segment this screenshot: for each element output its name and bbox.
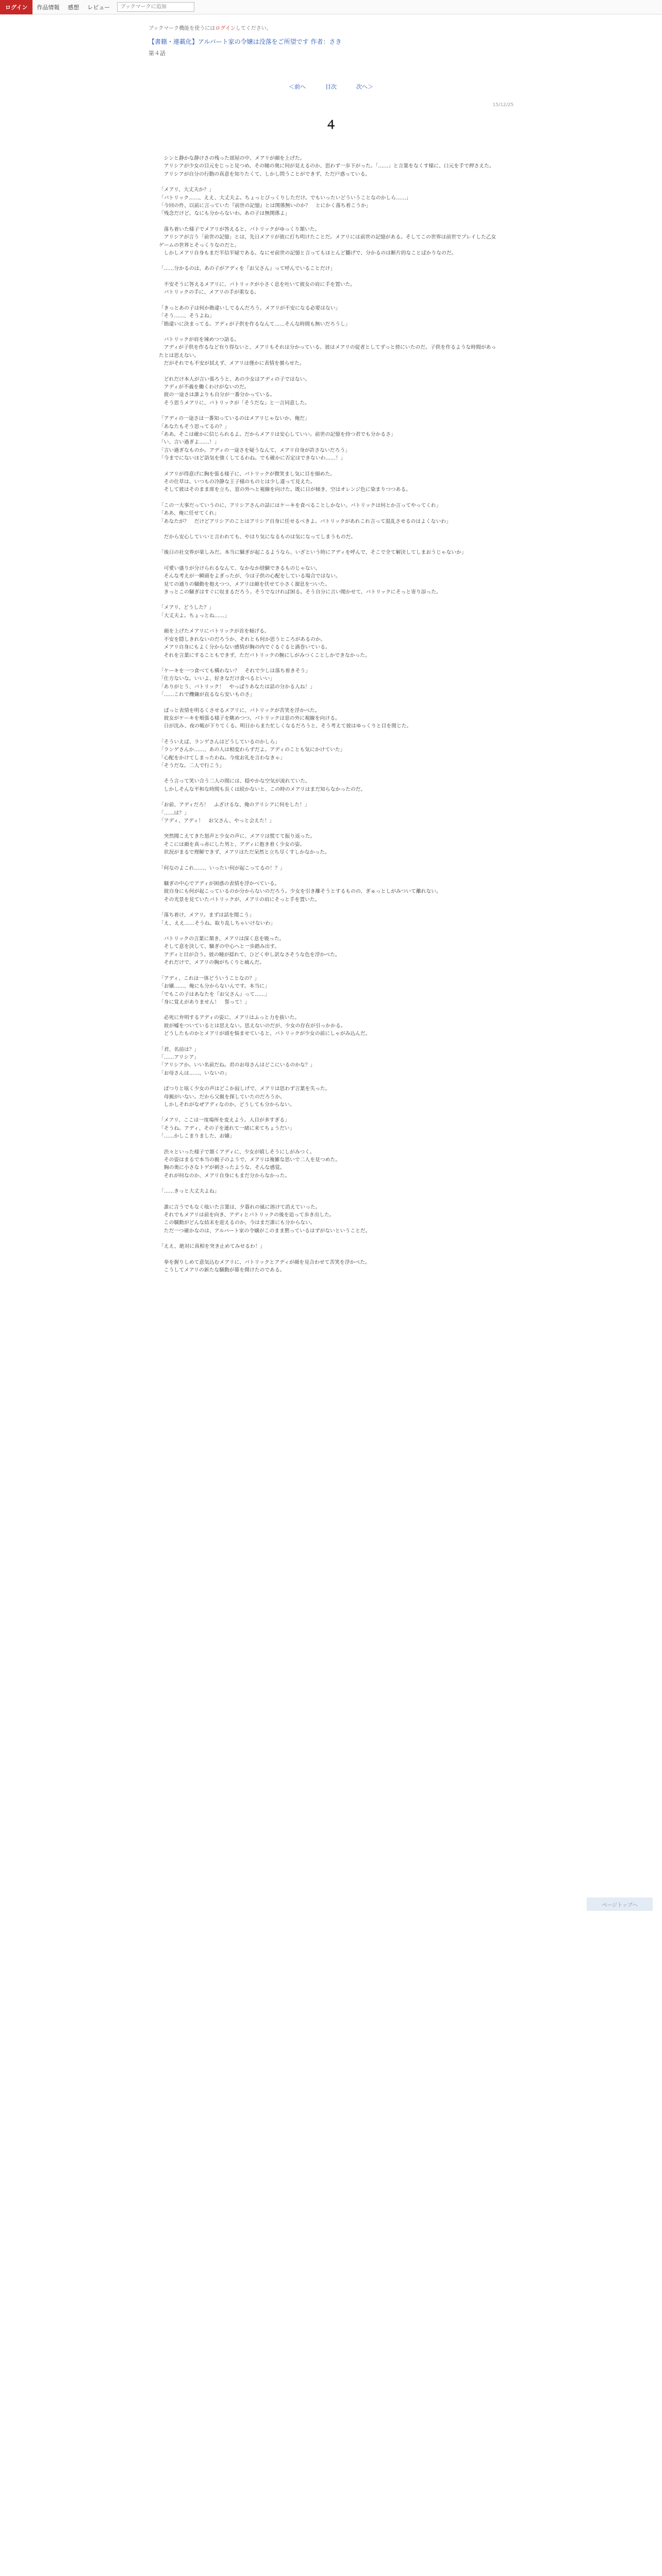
page-top-button[interactable]: ページトップへ	[587, 1897, 653, 1911]
story-header	[148, 37, 514, 57]
body-paragraph: 「そういえば、ランゲさんはどうしているのかしら」 「ランゲさんか……、あの人は相変わらずだよ。アディのことも気にかけていた」 「心配をかけてしまったわね。今度お礼を言わなきゃ」 「そうだな。二人で行こう」	[159, 739, 345, 769]
body-paragraph: 「お前、アディだろ！ ふざけるな、俺のアリシアに何をした！」 「……は？」 「アディ、アディ！ お父さん、やっと会えた！」	[159, 802, 310, 824]
body-paragraph: 拳を握りしめて意気込むメアリに、パトリックとアディが顔を見合わせて苦笑を浮かべた。 こうしてメアリの新たな騒動が幕を開けたのである。	[163, 1259, 370, 1274]
login-notice	[148, 24, 272, 31]
body-paragraph: パトリックの言葉に頷き、メアリは深く息を吸った。 そして意を決して、騒ぎの中心へと一歩踏み出す。 アディと目が合う。彼の瞳が揺れて、ひどく申し訳なさそうな色を浮かべた。 それだけで、メアリの胸がちくりと痛んだ。	[163, 936, 340, 966]
body-paragraph: 「メアリ、大丈夫か？」 「パトリック……、ええ、大丈夫よ。ちょっとびっくりしただけ。でもいったいどういうことなのかしら……」 「今回の件、以前に言っていた『前世の記憶』とは関係無いのか？ とにかく落ち着こうか」 「残念だけど、なにも分からないわ。あの子は無関係よ」	[159, 187, 411, 217]
bookmark-input[interactable]	[117, 2, 194, 12]
body-paragraph: 可愛い盛りが分けられるなんて、なかなか経験できるものじゃない。 そんな考えが一瞬頭をよぎったが、今は子供の心配をしている場合ではない。 見ての通りの騒動を抱えつつ、メアリは顔を伏せて小さく溜息をついた。 きっとこの騒ぎはすぐに収まるだろう。そうでなければ困る。そう自分に言い聞かせて、パトリックにそっと寄り添った。	[163, 565, 441, 596]
impressions-link[interactable]: 感想	[68, 4, 79, 11]
body-paragraph: そう言って笑い合う二人の間には、穏やかな空気が流れていた。 しかしそんな平和な時間も長くは続かないと、この時のメアリはまだ知らなかったのだ。	[163, 778, 366, 792]
body-paragraph: シンと静かな静けさの残った部屋の中、メアリが顔を上げた。 アリシアが少女の目元をじっと見つめ、その瞳の奥に何が見えるのか、思わず一歩下がった。「……」と言葉をなくす様に、口元を手で押さえた。 アリシアが自分の行動の真意を知りたくて、しかし問うことができず、ただ戸惑っている。	[163, 156, 494, 177]
body-paragraph: 不安そうに答えるメアリに、パトリックが小さく息を吐いて彼女の肩に手を置いた。 パトリックの手に、メアリの手が重なる。	[163, 281, 356, 296]
body-paragraph: 「……分かるのは、あの子がアディを『お父さん』って呼んでいることだけ」	[159, 266, 336, 272]
body-paragraph: 「この一大事だっていうのに、アリシアさんの話にはケーキを食べることしかない。パトリックは何とか言ってやってくれ」 「ああ、俺に任せてくれ」 「あなたが？ だけどアリシアのことはアリシア自身に任せるべきよ。パトリックがあれこれ言って混乱させるのはよくないわ」	[159, 502, 451, 524]
body-paragraph: 「ケーキを一つ食べても構わない？ それで少しは落ち着きそう」 「仕方ないな。いいよ、好きなだけ食べるといい」 「ありがとう、パトリック！ やっぱりあなたは話の分かる人ね！」 「……これで機嫌が直るなら安いものさ」	[159, 668, 316, 698]
body-paragraph: どれだけ本人が言い張ろうと、あの少女はアディの子ではない。 アディが不義を働くわけがないのだ。 彼の一途さは誰よりも自分が一番分かっている。 そう思うメアリに、パトリックが「そうだな」と一言同意した。	[163, 376, 310, 406]
body-paragraph: ぱっと表情を明るくさせるメアリに、パトリックが苦笑を浮かべた。 彼女がケーキを頬張る様子を眺めつつ、パトリックは窓の外に視線を向ける。 日が沈み、夜の帳が下りてくる。明日からまた忙しくなるだろうと、そう考えて彼はゆっくりと目を閉じた。	[163, 707, 412, 730]
body-paragraph: 渋々といった様子で頷くアディに、少女が嬉しそうにしがみつく。 その姿はまるで本当の親子のようで、メアリは複雑な思いで二人を見つめた。 胸の奥に小さなトゲが刺さったような、そんな感覚。 それが何なのか、メアリ自身にもまだ分からなかった。	[163, 1149, 341, 1179]
body-paragraph: 「何なのよこれ……、いったい何が起こってるの！？」	[159, 865, 285, 871]
body-paragraph: 突然聞こえてきた怒声と少女の声に、メアリは慌てて振り返った。 そこには顔を真っ赤にした男と、アディに抱き着く少女の姿。 状況がまるで理解できず、メアリはただ呆然と立ち尽くすしかなかった。	[163, 834, 330, 856]
body-paragraph: メアリが得意げに胸を張る様子に、パトリックが微笑まし気に目を細めた。 その仕草は、いつもの冷静な王子様のものとは少し違って見えた。 そして彼はそのまま席を立ち、窓の外へと視線を向けた。既に日が傾き、空はオレンジ色に染まりつつある。	[163, 471, 411, 493]
toc-link[interactable]: 目次	[325, 83, 337, 90]
notice-login-link[interactable]: ログイン	[215, 26, 236, 31]
body-paragraph: パトリックが肩を竦めつつ語る。 アディが子供を作るなど有り得ないと、メアリもそれは分かっている。彼はメアリの従者としてずっと傍にいたのだ。子供を作るような時間があったとは思えない。 だがそれでも不安が拭えず、メアリは僅かに表情を曇らせた。	[159, 336, 496, 367]
notice-suffix: してください。	[235, 26, 272, 31]
body-paragraph: 「君、名前は？」 「……アリシア」 「アリシアか。いい名前だね。君のお母さんはどこにいるのかな？」 「お母さんは……、いないの」	[159, 1046, 316, 1076]
body-paragraph: ぽつりと呟く少女の声はどこか寂しげで、メアリは思わず言葉を失った。 母親がいない。だから父親を探していたのだろうか。 しかしそれがなぜアディなのか、どうしても分からない。	[163, 1086, 330, 1108]
login-link[interactable]: ログイン	[0, 0, 32, 14]
body-paragraph: 落ち着いた様子でメアリが答えると、パトリックがゆっくり頷いた。 アリシアが言う「前世の記憶」とは、先日メアリが彼に打ち明けたことだ。メアリには前世の記憶がある。そしてこの世界は前世でプレイした乙女ゲームの世界とそっくりなのだと。 しかしメアリ自身もまだ半信半疑である。なにせ前世の記憶と言ってもほとんど朧げで、分かるのは断片的なことばかりなのだ。	[159, 226, 496, 257]
body-paragraph: 「後日の社交界が楽しみだ。本当に騒ぎが起こるようなら、いざという時にアディを呼んで、そこで全て解決してしまおうじゃないか」	[159, 550, 467, 556]
work-info-link[interactable]: 作品情報	[37, 4, 60, 11]
body-paragraph: 騒ぎの中心でアディが困惑の表情を浮かべている。 彼自身にも何が起こっているのか分からないのだろう。少女を引き離そうとするものの、ぎゅっとしがみついて離れない。 その光景を見ていたパトリックが、メアリの肩にそっと手を置いた。	[163, 881, 441, 903]
publish-date: 15/12/25	[492, 103, 514, 108]
body-paragraph: 必死に弁明するアディの姿に、メアリはふっと力を抜いた。 彼が嘘をついているとは思えない。思えないのだが、少女の存在が引っかかる。 どうしたものかとメアリが頭を悩ませていると、パトリックが少女の前にしゃがみ込んだ。	[163, 1015, 371, 1037]
pager-top	[289, 82, 373, 91]
body-paragraph: 「メアリ、どうした？」 「大丈夫よ。ちょっとね……」	[159, 605, 230, 619]
notice-prefix: ブックマーク機能を使うには	[148, 26, 216, 31]
story-title-link[interactable]: 【書籍・連載化】アルバート家の令嬢は没落をご所望です 作者：さき	[148, 38, 342, 45]
body-paragraph: 「きっとあの子は何か勘違いしてるんだろう。メアリが不安になる必要はない」 「そう……、そうよね」 「勘違いに決まってる。アディが子供を作るなんて……そんな時間も無いだろうし」	[159, 305, 351, 327]
body-paragraph: 「……きっと大丈夫よね」	[159, 1189, 220, 1195]
top-navigation-bar	[0, 0, 662, 14]
body-paragraph: 顔を上げたメアリにパトリックが首を傾げる。 不安を隠しきれないのだろうか、それとも何か思うところがあるのか。 メアリ自身にもよく分からない感情が胸の内でぐるぐると渦巻いている。 それを言葉にすることもできず、ただパトリックの腕にしがみつくことしかできなかった。	[163, 629, 370, 658]
next-link[interactable]: 次へ＞	[356, 83, 373, 90]
body-paragraph: 「アディ、これは一体どういうことなの？」 「お嬢……、俺にも分からないんです。本当に」 「でもこの子はあなたを『お父さん』って……」 「身に覚えがありません！ 誓って！」	[159, 975, 270, 1005]
body-paragraph: だから安心していいと言われても、やはり気になるものは気になってしまうものだ。	[159, 534, 356, 540]
chapter-title: ４	[325, 118, 337, 132]
body-paragraph: 「ええ、絶対に真相を突き止めてみせるわ！」	[159, 1244, 266, 1250]
chapter-number-label: 第４話	[148, 50, 166, 57]
prev-link[interactable]: ＜前へ	[289, 83, 306, 90]
body-paragraph: 「アディの一途さは一番知っているのはメアリじゃないか、俺だ」 「あなたもそう思ってるの？」 「ああ。そこは確かに信じられるよ。だからメアリは安心していい。前世の記憶を持つ君でも分かるさ」 「い、言い過ぎよ……！」 「言い過ぎなものか。アディの一途さを疑うなんて、メアリ自身が許さないだろう」 「今までにないほど語気を強くしてるわね。でも確かに否定はできないわ……！」	[159, 416, 396, 462]
body-paragraph: 誰に言うでもなく呟いた言葉は、夕暮れの風に溶けて消えていった。 それでもメアリは前を向き、アディとパトリックの後を追って歩き出した。 この騒動がどんな結末を迎えるのか、今はまだ誰にも分からない。 ただ一つ確かなのは、アルバート家の令嬢がこのまま黙っているはずがないということだ。	[163, 1204, 371, 1234]
body-paragraph: 「メアリ、ここは一度場所を変えよう。人目が多すぎる」 「そうね。アディ、その子を連れて一緒に来てちょうだい」 「……かしこまりました、お嬢」	[159, 1117, 295, 1140]
review-link[interactable]: レビュー	[87, 4, 110, 11]
chapter-body	[159, 155, 499, 2576]
body-paragraph: 「落ち着け、メアリ。まずは話を聞こう」 「え、ええ……そうね。取り乱しちゃいけないわ」	[159, 912, 275, 926]
